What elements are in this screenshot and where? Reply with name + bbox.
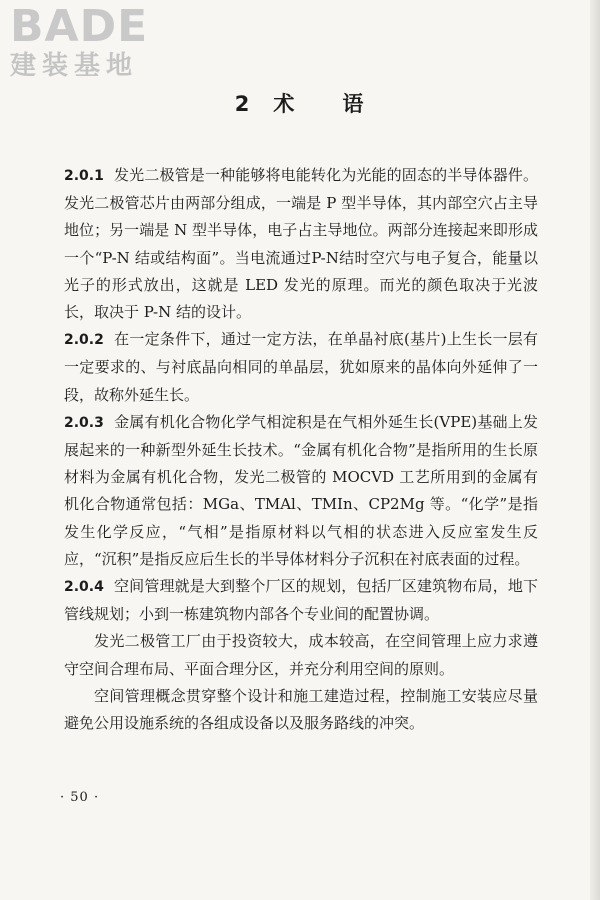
chapter-number: 2 [234, 92, 252, 116]
paragraph: 空间管理概念贯穿整个设计和施工建造过程，控制施工安装应尽量避免公用设施系统的各组成设备以及服务路线的冲突。 [64, 686, 538, 733]
clause-number: 2.0.4 [64, 579, 104, 596]
clause-text: 在一定条件下，通过一定方法，在单晶衬底(基片)上生长一层有一定要求的、与衬底晶向相同的单晶层，犹如原来的晶体向外延伸了一段，故称外延生长。 [64, 330, 538, 404]
logo-brand: BADE [10, 1, 149, 52]
clause-2-0-3 [64, 409, 538, 573]
clause-number: 2.0.3 [64, 414, 104, 431]
clause-number: 2.0.1 [64, 168, 104, 184]
body-text [64, 162, 538, 737]
clause-text: 空间管理就是大到整个厂区的规划，包括厂区建筑物布局，地下管线规划；小到一栋建筑物内部各个专业间的配置协调。 [64, 577, 538, 624]
chapter-title-part2: 语 [342, 92, 366, 116]
logo-subtitle: 建装基地 [10, 51, 139, 81]
paragraph: 发光二极管工厂由于投资较大，成本较高，在空间管理上应力求遵守空间合理布局、平面合理分区，并充分利用空间的原则。 [64, 632, 538, 678]
watermark-logo [10, 2, 175, 82]
page-number: · 50 · [60, 790, 100, 805]
clause-2-0-2 [64, 326, 538, 409]
chapter-title-part1: 术 [273, 92, 297, 116]
page-edge [590, 0, 600, 900]
clause-text: 金属有机化合物化学气相淀积是在气相外延生长(VPE)基础上发展起来的一种新型外延生长技术。“金属有机化合物”是指所用的生长原材料为金属有机化合物，发光二极管的 MOCVD 工艺所用到的金属有机化合物通常包括：MGa、TMAl、TMIn、CP2Mg 等。“化学”是指发生化学反应，“气相”是指原材料以气相的状态进入反应室发生反应，“沉积”是指反应后生长的半导体材料分子沉积在衬底表面的过程。 [64, 412, 538, 568]
clause-text: 发光二极管是一种能够将电能转化为光能的固态的半导体器件。发光二极管芯片由两部分组成，一端是 P 型半导体，其内部空穴占主导地位；另一端是 N 型半导体，电子占主导地位。两部分连接起来即形成一个“P-N 结或结构面”。当电流通过P-N结时空穴与电子复合，能量以光子的形式放出，这就是 LED 发光的原理。而光的颜色取决于光波长，取决于 P-N 结的设计。 [64, 166, 538, 322]
clause-2-0-4 [64, 573, 538, 628]
clause-2-0-1 [64, 162, 538, 326]
clause-number: 2.0.2 [64, 332, 104, 349]
chapter-title [0, 88, 600, 118]
